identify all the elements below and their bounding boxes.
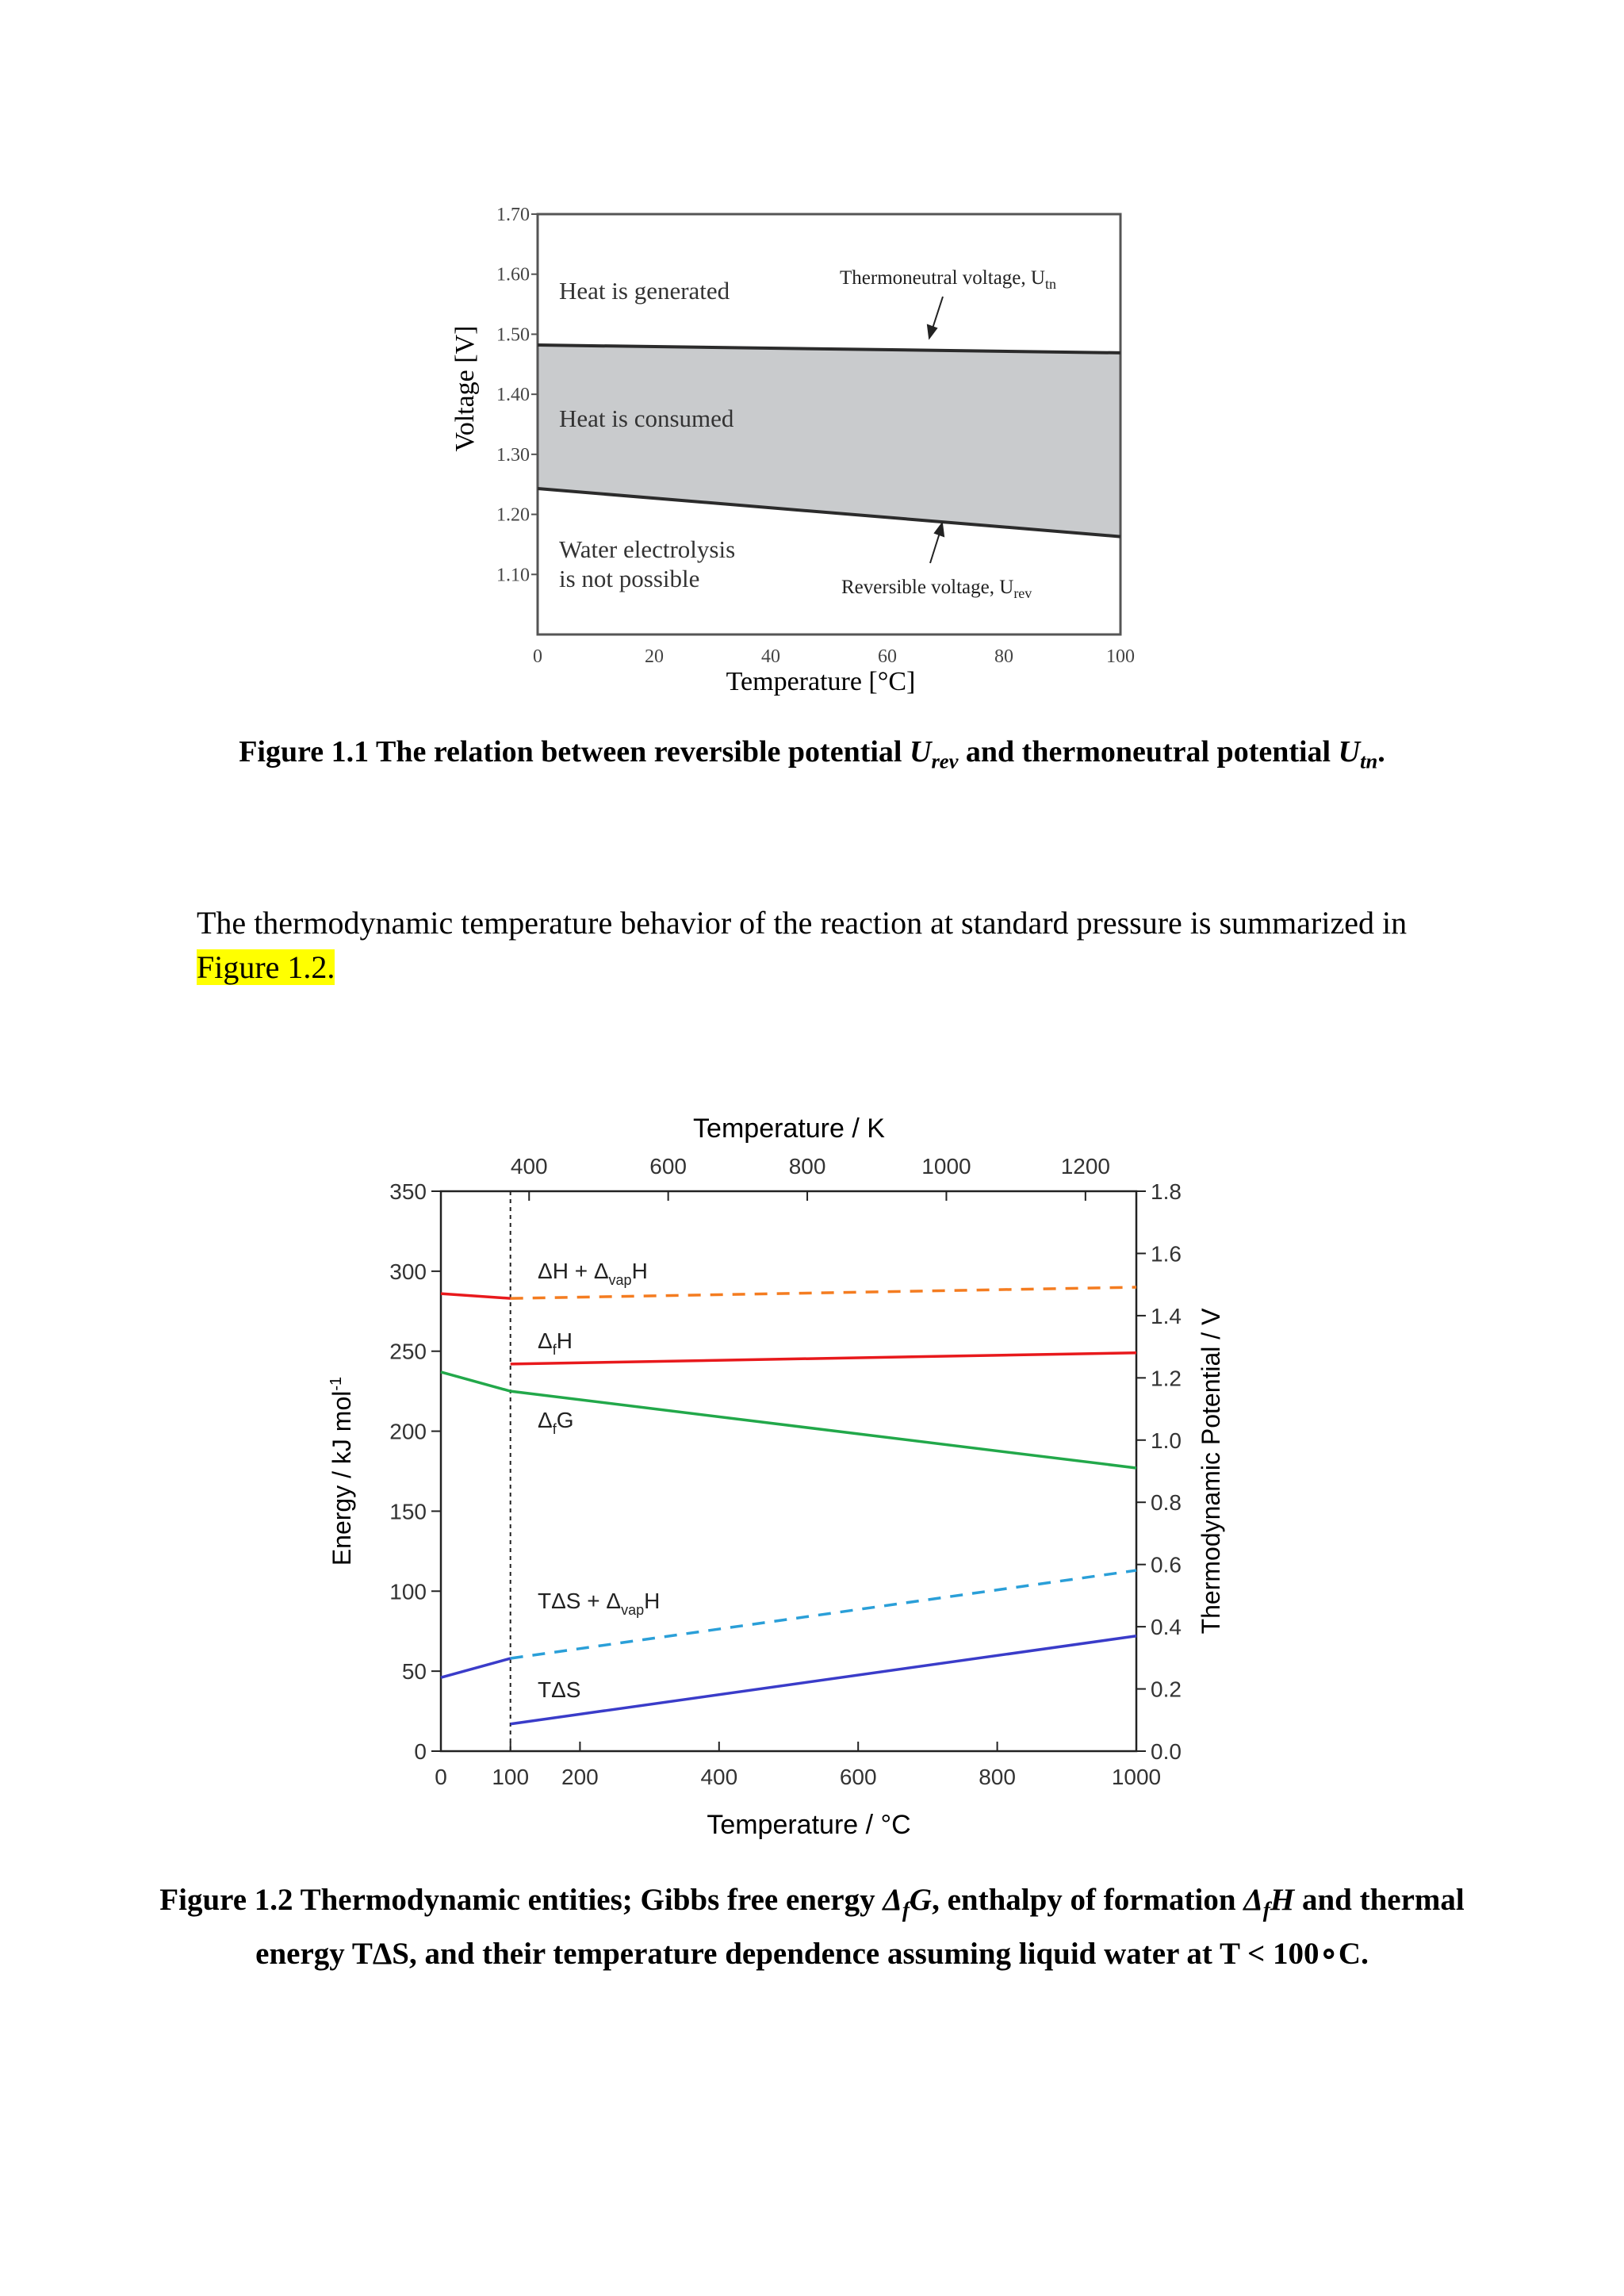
x2-tick-label: 1200 (1060, 1154, 1110, 1179)
region-label-electrolysis-line1: Water electrolysis (559, 535, 736, 563)
y2-tick-label: 1.6 (1151, 1241, 1182, 1267)
y2-tick-label: 0.2 (1151, 1677, 1182, 1702)
label-tds-vap: $T\Delta S + \Delta_{vap}H$ (538, 1589, 661, 1618)
x-tick-label: 200 (561, 1765, 599, 1789)
figure-reference-link[interactable]: Figure 1.2. (197, 949, 335, 985)
y-tick-label: 350 (389, 1179, 427, 1204)
series-line-ts (511, 1636, 1136, 1724)
y2-tick-label: 0.4 (1151, 1615, 1182, 1640)
reversible-voltage-label: Reversible voltage, $U_{rev}$ (841, 577, 1032, 601)
y-tick-label: 0 (414, 1739, 427, 1764)
right-y-axis-label: Thermodynamic Potential / V (1197, 1308, 1225, 1635)
y-tick-label: 200 (389, 1419, 427, 1444)
x-tick-label: 0 (533, 646, 542, 667)
chart-ticks (389, 1154, 1182, 1789)
series-line-hvap (511, 1287, 1136, 1298)
figure-1-2-caption: Figure 1.2 Thermodynamic entities; Gibbs free energy $\Delta_fG$, enthalpy of formation $\Delta_fH$ and thermal energy TΔS, and their temperature dependence assuming liquid water at T < 100∘C. (159, 1883, 1465, 1971)
x-tick-label: 800 (979, 1765, 1016, 1789)
label-enthalpy-vap: $\Delta H + \Delta_{vap}H$ (538, 1259, 648, 1288)
thermodynamic-energy-chart (317, 1102, 1308, 1848)
region-label-heat-consumed: Heat is consumed (559, 404, 734, 432)
y-axis-label: Voltage [V] (450, 325, 480, 452)
x2-tick-label: 400 (510, 1154, 548, 1179)
y2-tick-label: 1.8 (1151, 1179, 1182, 1204)
x-tick-label: 100 (1106, 646, 1135, 667)
x-axis-ticks (533, 646, 1135, 667)
heat-consumed-band (538, 345, 1120, 537)
x-tick-label: 1000 (1111, 1765, 1162, 1789)
x-tick-label: 20 (645, 646, 664, 667)
series-line-h_liq (441, 1294, 511, 1298)
y-tick-label: 50 (401, 1659, 427, 1685)
x-tick-label: 600 (839, 1765, 877, 1789)
label-enthalpy: $\Delta_fH$ (538, 1328, 573, 1358)
region-label-heat-generated: Heat is generated (559, 277, 730, 305)
x-tick-label: 100 (492, 1765, 530, 1789)
x-tick-label: 80 (994, 646, 1013, 667)
x-tick-label: 0 (435, 1765, 447, 1789)
y-tick-label: 150 (389, 1499, 427, 1524)
voltage-temperature-chart (428, 190, 1142, 706)
y2-tick-label: 1.4 (1151, 1303, 1182, 1328)
x2-tick-label: 600 (649, 1154, 688, 1179)
y2-tick-label: 0.6 (1151, 1552, 1182, 1577)
x-tick-label: 400 (700, 1765, 738, 1789)
x2-tick-label: 1000 (921, 1154, 971, 1179)
label-tds: TΔS (538, 1677, 581, 1702)
y-tick-label: 300 (389, 1259, 427, 1284)
thermoneutral-arrow (928, 297, 943, 338)
left-y-axis-label: Energy / kJ mol$^{-1}$ (327, 1376, 356, 1566)
y-tick-label: 1.60 (496, 264, 530, 286)
x-tick-label: 40 (761, 646, 780, 667)
figure-1-1-caption: Figure 1.1 The relation between reversible potential $U_{rev}$ and thermoneutral potential $U_{tn}$. (239, 735, 1385, 773)
y-tick-label: 1.20 (496, 504, 530, 526)
bottom-x-axis-label: Temperature / °C (707, 1810, 911, 1840)
series-labels (538, 1259, 660, 1702)
series-line-h (511, 1353, 1136, 1364)
thermoneutral-voltage-label: Thermoneutral voltage, $U_{tn}$ (840, 267, 1056, 292)
y2-tick-label: 1.0 (1151, 1428, 1182, 1453)
y-tick-label: 1.10 (496, 565, 530, 586)
x2-tick-label: 800 (788, 1154, 826, 1179)
y-tick-label: 1.40 (496, 385, 530, 406)
y-tick-label: 1.30 (496, 444, 530, 466)
label-gibbs: $\Delta_fG$ (538, 1408, 574, 1437)
y-tick-label: 100 (389, 1579, 427, 1604)
y2-tick-label: 0.8 (1151, 1490, 1182, 1516)
body-paragraph: The thermodynamic temperature behavior of the reaction at standard pressure is summarized in Figure 1.2. (197, 905, 1408, 985)
y-axis-ticks (496, 205, 538, 585)
y-tick-label: 1.50 (496, 324, 530, 346)
x-tick-label: 60 (878, 646, 897, 667)
series-line-tsvap (511, 1570, 1136, 1658)
top-x-axis-label: Temperature / K (693, 1114, 885, 1144)
y2-tick-label: 1.2 (1151, 1366, 1182, 1391)
reversible-arrow (930, 523, 944, 563)
y2-tick-label: 0.0 (1151, 1739, 1182, 1764)
region-label-electrolysis-line2: is not possible (559, 565, 700, 592)
x-axis-label: Temperature [°C] (726, 667, 916, 696)
series-line-ts_liq (441, 1658, 511, 1677)
y-tick-label: 250 (389, 1339, 427, 1364)
y-tick-label: 1.70 (496, 205, 530, 225)
